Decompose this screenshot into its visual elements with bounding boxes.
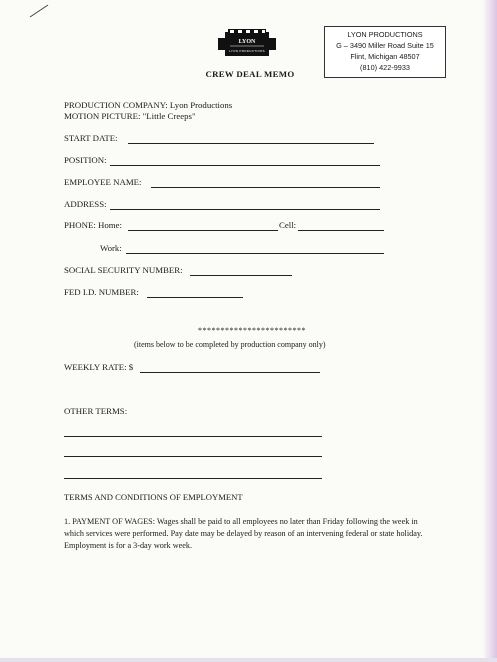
address-box	[324, 26, 446, 78]
other-terms-label: OTHER TERMS:	[64, 406, 128, 416]
position-field[interactable]	[110, 165, 380, 166]
phone-work-label: Work:	[100, 243, 122, 253]
address-line: (810) 422-9933	[360, 63, 410, 72]
svg-text:LYON: LYON	[238, 39, 256, 45]
address-line: G – 3490 Miller Road Suite 15	[336, 41, 434, 50]
other-terms-line[interactable]	[64, 478, 322, 479]
pen-stroke-mark	[28, 4, 50, 18]
position-label: POSITION:	[64, 155, 107, 165]
phone-work-field[interactable]	[126, 253, 384, 254]
address-label: ADDRESS:	[64, 199, 107, 209]
weekly-rate-field[interactable]	[140, 372, 320, 373]
employee-name-label: EMPLOYEE NAME:	[64, 177, 142, 187]
weekly-rate-label: WEEKLY RATE: $	[64, 362, 134, 372]
phone-home-field[interactable]	[128, 230, 278, 231]
ssn-label: SOCIAL SECURITY NUMBER:	[64, 265, 183, 275]
start-date-label: START DATE:	[64, 133, 118, 143]
scan-edge-shadow	[483, 0, 497, 662]
motion-picture: MOTION PICTURE: "Little Creeps"	[64, 111, 196, 121]
separator-stars: ************************	[198, 326, 306, 335]
start-date-field[interactable]	[128, 143, 374, 144]
address-line: LYON PRODUCTIONS	[347, 30, 423, 39]
fed-id-field[interactable]	[147, 297, 243, 298]
fed-id-label: FED I.D. NUMBER:	[64, 287, 139, 297]
phone-cell-label: Cell:	[279, 220, 297, 230]
address-field[interactable]	[110, 209, 380, 210]
employee-name-field[interactable]	[151, 187, 380, 188]
separator-note: (items below to be completed by production company only)	[134, 340, 326, 349]
logo-subtext: LYON PRODUCTIONS	[229, 49, 265, 53]
phone-home-label: PHONE: Home:	[64, 220, 122, 230]
other-terms-line[interactable]	[64, 436, 322, 437]
ssn-field[interactable]	[190, 275, 292, 276]
phone-cell-field[interactable]	[298, 230, 384, 231]
terms-heading: TERMS AND CONDITIONS OF EMPLOYMENT	[64, 492, 243, 502]
scan-bottom-edge	[0, 658, 497, 662]
terms-paragraph: 1. PAYMENT OF WAGES: Wages shall be paid to all employees no later than Friday following the week in which services were performed. Pay date may be delayed by reason of an intervening federal or state holiday. Employment is for a 3-day work week.	[64, 517, 423, 550]
lyon-logo	[218, 28, 276, 58]
other-terms-line[interactable]	[64, 456, 322, 457]
address-line: Flint, Michigan 48507	[350, 52, 420, 61]
production-company: PRODUCTION COMPANY: Lyon Productions	[64, 100, 233, 110]
document-title: CREW DEAL MEMO	[205, 69, 295, 79]
